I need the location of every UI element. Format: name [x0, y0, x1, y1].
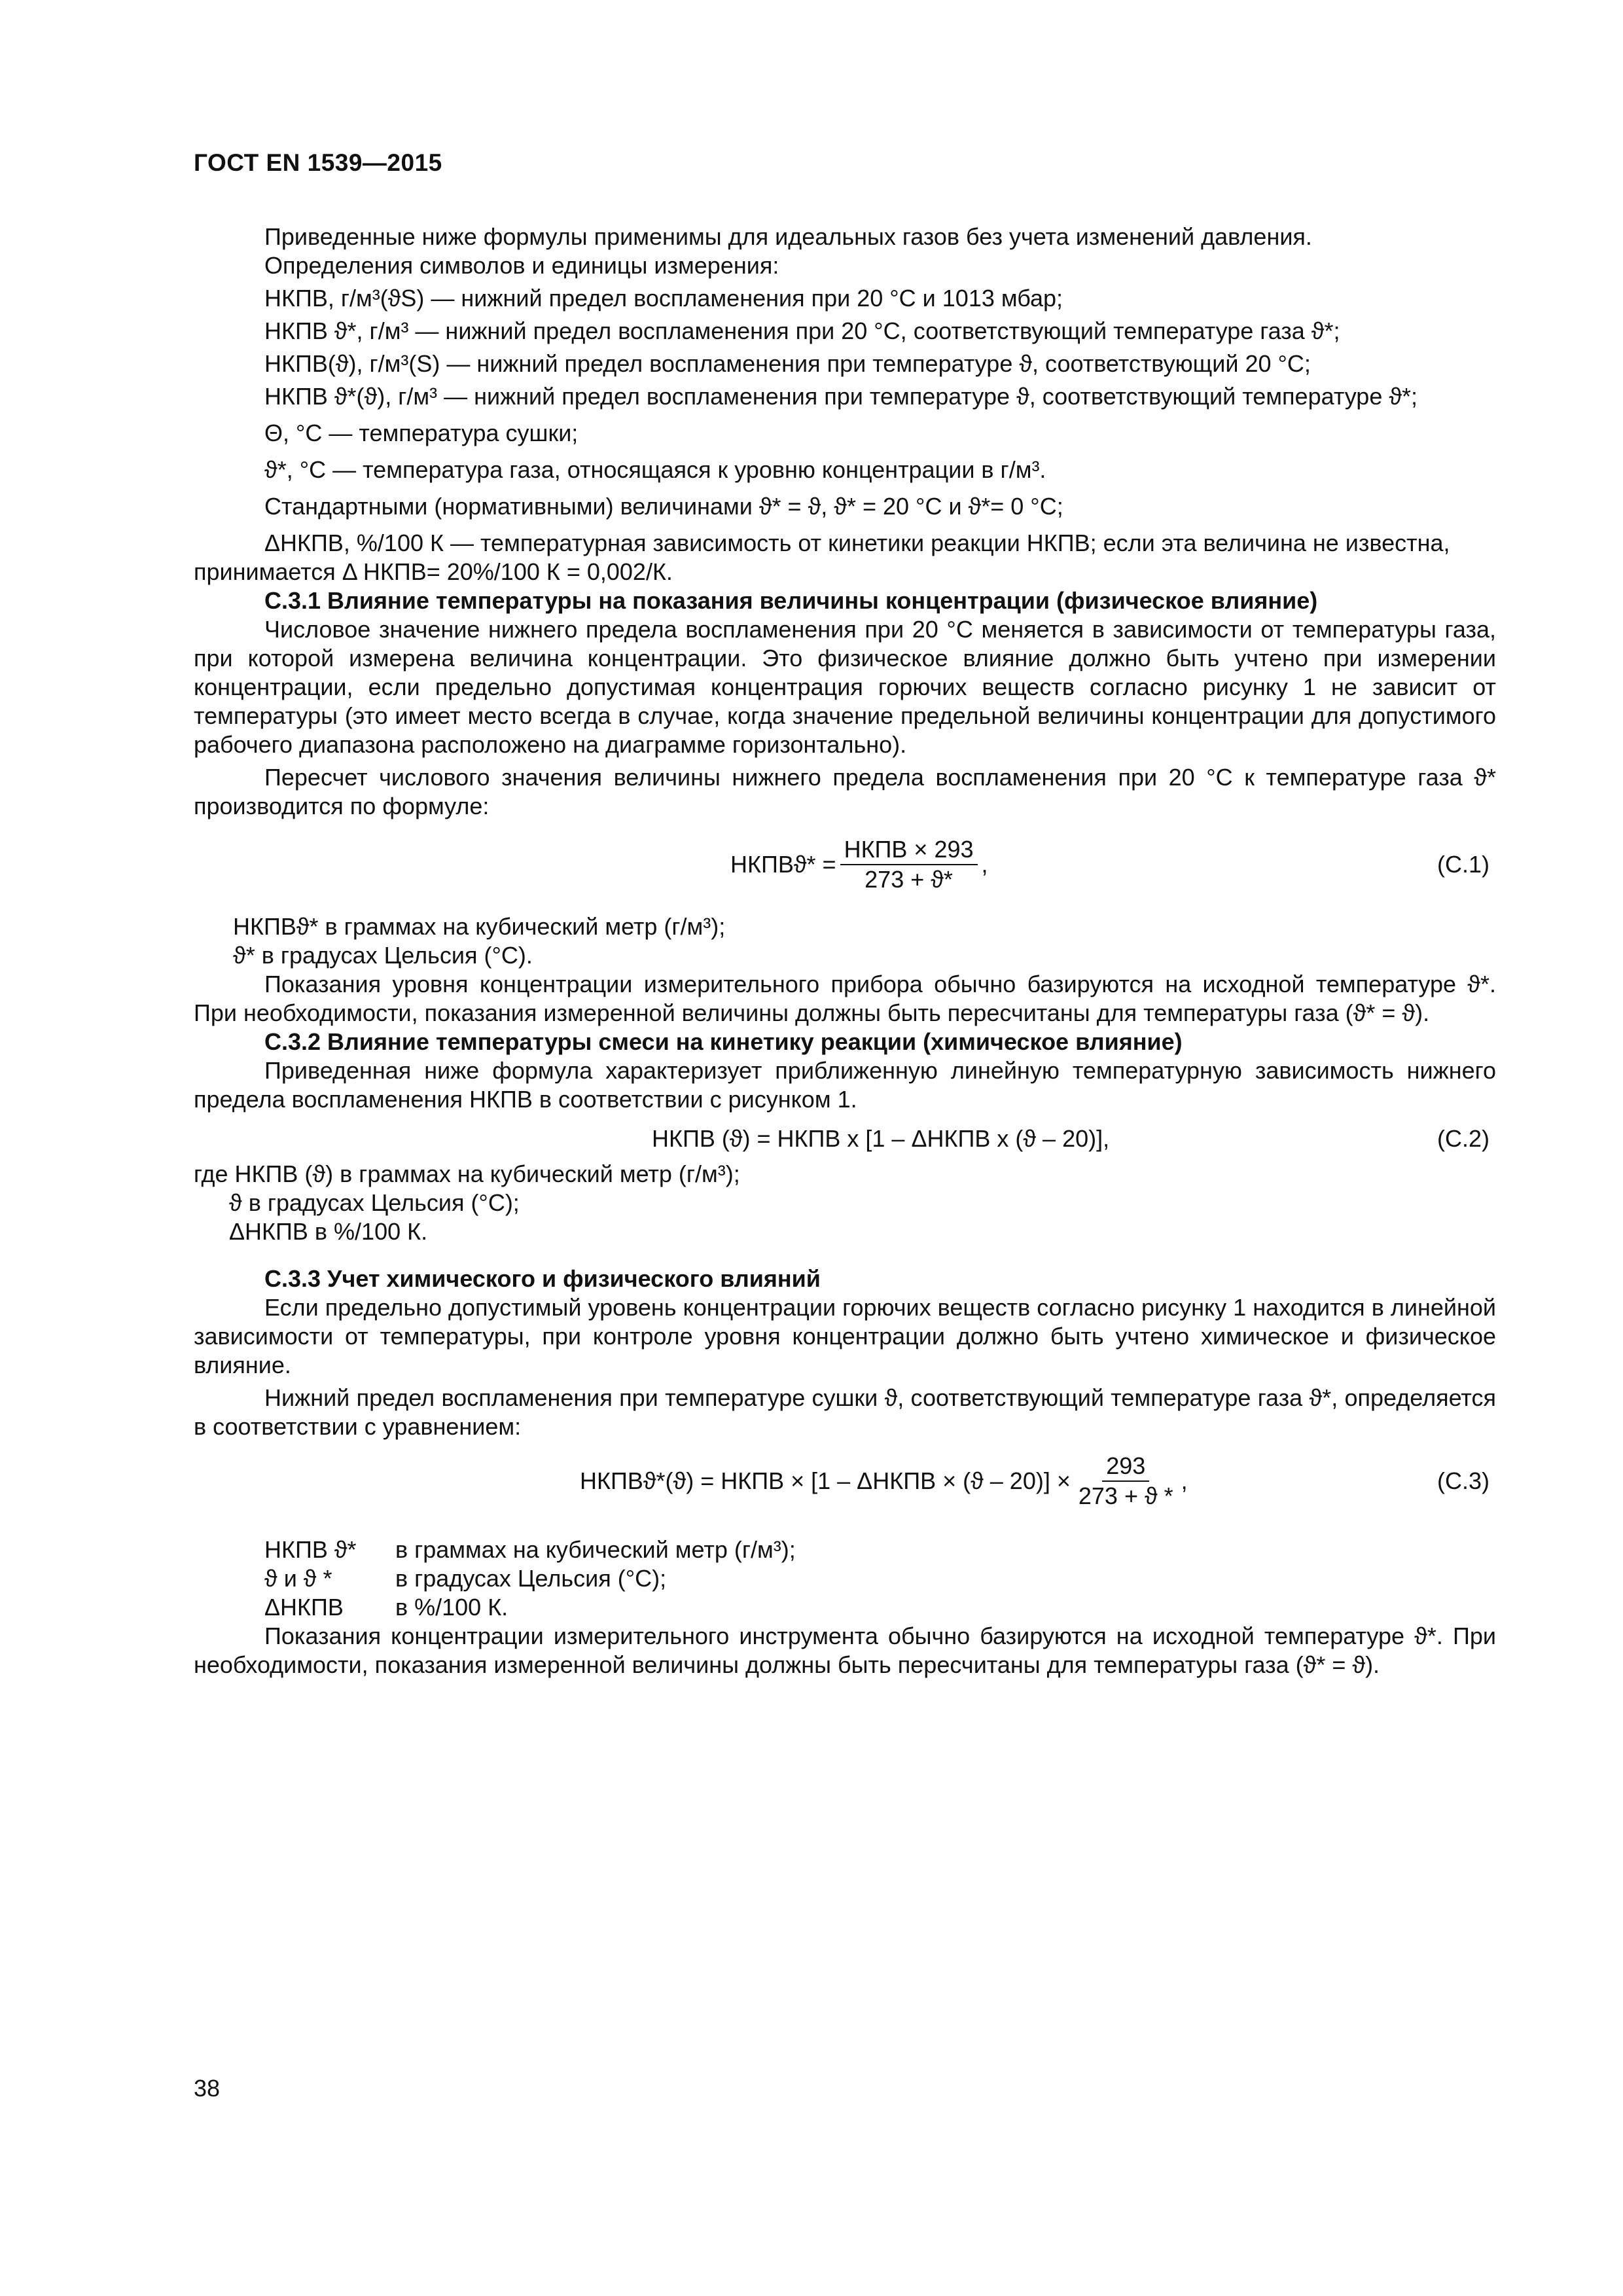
definition-delta-line-2: принимается Δ НКПВ= 20%/100 К = 0,002/К. — [194, 558, 673, 585]
definition-lfl-at-temp: НКПВ(ϑ), г/м³(S) — нижний предел воспламенения при температуре ϑ, соответствующий 20 °С; — [264, 350, 1311, 377]
section-c33-where-3 — [194, 1593, 1496, 1622]
formula-c2-number: (С.2) — [1437, 1125, 1489, 1152]
section-c33-paragraph-2: Нижний предел воспламенения при температуре сушки ϑ, соответствующий температуре газа ϑ*, определяется в соответствии с уравнением: — [194, 1384, 1496, 1440]
intro-line-1: Приведенные ниже формулы применимы для идеальных газов без учета изменений давления. — [264, 223, 1312, 250]
page-body — [194, 223, 1496, 1679]
formula-c3-lhs: НКПВϑ*(ϑ) = НКПВ × [1 – ΔНКПВ × (ϑ – 20)] × — [580, 1467, 1071, 1494]
section-c33-paragraph-3: Показания концентрации измерительного инструмента обычно базируются на исходной температуре ϑ*. При необходимости, показания измеренной величины должны быть пересчитаны для температуры газа (ϑ* = ϑ). — [194, 1623, 1496, 1678]
where-2-symbol: ϑ и ϑ * — [264, 1565, 332, 1592]
definition-gas-temp: ϑ*, °С — температура газа, относящаяся к уровню концентрации в г/м³. — [264, 456, 1046, 483]
formula-c1-numerator: НКПВ × 293 — [840, 836, 978, 865]
where-1-symbol: НКПВ ϑ* — [264, 1536, 357, 1563]
section-c31-where-2: ϑ* в градусах Цельсия (°С). — [233, 942, 533, 969]
section-c31-paragraph-2: Пересчет числового значения величины нижнего предела воспламенения при 20 °С к температуре газа ϑ* производится по формуле: — [194, 764, 1496, 819]
intro-line-2: Определения символов и единицы измерения: — [264, 252, 779, 279]
definition-standard-values: Стандартными (нормативными) величинами ϑ* = ϑ, ϑ* = 20 °С и ϑ*= 0 °С; — [264, 493, 1063, 520]
definition-lfl-gas-temp: НКПВ ϑ*, г/м³ — нижний предел воспламенения при 20 °С, соответствующий температуре газа ϑ*; — [264, 317, 1340, 344]
where-3-symbol: ΔНКПВ — [264, 1594, 344, 1621]
formula-c1-number: (С.1) — [1437, 851, 1489, 878]
formula-c1-denominator: 273 + ϑ* — [865, 866, 953, 893]
where-3-text: в %/100 К. — [395, 1594, 508, 1621]
formula-c3-denominator: 273 + ϑ * — [1078, 1482, 1173, 1509]
definition-drying-temp: Θ, °С — температура сушки; — [264, 420, 579, 446]
section-c32-paragraph-1: Приведенная ниже формула характеризует приближенную линейную температурную зависимость нижнего предела воспламенения НКПВ в соответствии с рисунком 1. — [194, 1057, 1496, 1113]
section-c33-where-2 — [194, 1564, 1496, 1593]
formula-c3 — [194, 1445, 1496, 1517]
definition-lfl-standard: НКПВ, г/м³(ϑS) — нижний предел воспламенения при 20 °С и 1013 мбар; — [264, 285, 1063, 312]
section-c31-paragraph-3: Показания уровня концентрации измерительного прибора обычно базируются на исходной температуре ϑ*. При необходимости, показания измеренной величины должны быть пересчитаны для температуры газа (ϑ* = ϑ). — [194, 971, 1496, 1026]
formula-c2-expression: НКПВ (ϑ) = НКПВ x [1 – ΔНКПВ x (ϑ – 20)], — [652, 1125, 1110, 1152]
section-c33-heading: С.3.3 Учет химического и физического влияний — [264, 1265, 821, 1292]
page-number: 38 — [194, 2075, 221, 2102]
document-header: ГОСТ EN 1539—2015 — [194, 149, 442, 176]
formula-c1-lhs: НКПВϑ* = — [730, 851, 836, 878]
section-c33-where-1 — [194, 1535, 1496, 1564]
section-c32-where-2: ϑ в градусах Цельсия (°С); — [229, 1189, 520, 1216]
formula-c1 — [194, 829, 1496, 901]
formula-c1-comma: , — [981, 851, 988, 878]
section-c33-paragraph-1: Если предельно допустимый уровень концентрации горючих веществ согласно рисунку 1 находится в линейной зависимости от температуры, при контроле уровня концентрации должно быть учтено химическое и физическое влияние. — [194, 1294, 1496, 1378]
section-c31-heading: С.3.1 Влияние температуры на показания величины концентрации (физическое влияние) — [264, 587, 1318, 614]
definition-delta-line-1: ΔНКПВ, %/100 К — температурная зависимость от кинетики реакции НКПВ; если эта величина не известна, — [264, 529, 1450, 556]
formula-c3-number: (С.3) — [1437, 1467, 1489, 1494]
formula-c3-numerator: 293 — [1102, 1453, 1149, 1482]
formula-c3-fraction — [1075, 1453, 1177, 1509]
formula-c1-fraction — [840, 836, 978, 893]
formula-c3-comma: , — [1181, 1467, 1188, 1494]
section-c32-where-1: где НКПВ (ϑ) в граммах на кубический метр (г/м³); — [194, 1160, 740, 1187]
formula-c2 — [194, 1118, 1496, 1160]
where-2-text: в градусах Цельсия (°С); — [395, 1565, 667, 1592]
where-1-text: в граммах на кубический метр (г/м³); — [395, 1536, 796, 1563]
section-c31-paragraph-1: Числовое значение нижнего предела воспламенения при 20 °С меняется в зависимости от температуры газа, при которой измерена величина концентрации. Это физическое влияние должно быть учтено при измерении концентрации, если предельно допустимая концентрация горючих веществ согласно рисунку 1 не зависит от температуры (это имеет место всегда в случае, когда значение предельной величины концентрации для допустимого рабочего диапазона расположено на диаграмме горизонтально). — [194, 616, 1496, 758]
section-c31-where-1: НКПВϑ* в граммах на кубический метр (г/м³); — [233, 913, 726, 940]
section-c32-heading: С.3.2 Влияние температуры смеси на кинетику реакции (химическое влияние) — [264, 1028, 1183, 1055]
section-c32-where-3: ΔНКПВ в %/100 К. — [229, 1218, 428, 1245]
definition-lfl-at-temp-gas: НКПВ ϑ*(ϑ), г/м³ — нижний предел воспламенения при температуре ϑ, соответствующий температуре ϑ*; — [264, 383, 1418, 410]
